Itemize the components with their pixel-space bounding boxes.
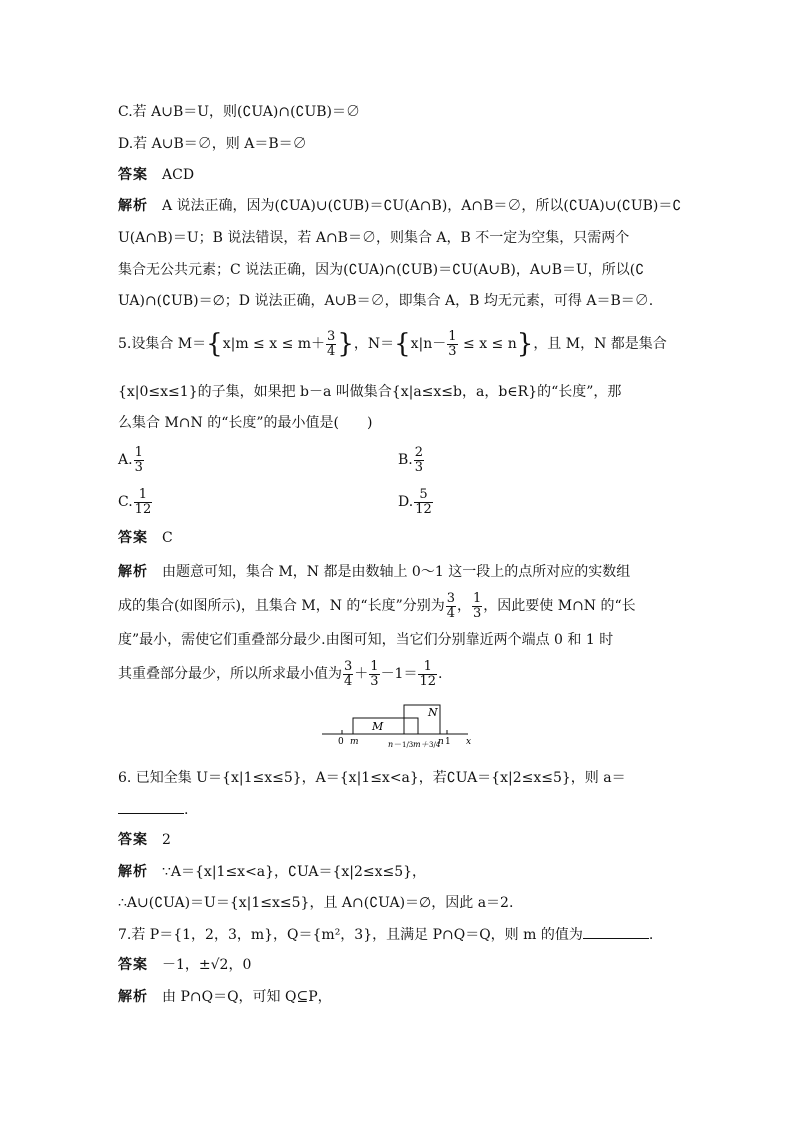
q5-option-a: A. $\frac{1}{3}$ [118, 444, 143, 475]
q5-stem-text: 5.设集合 M＝ [118, 336, 207, 352]
q7-stem: 7.若 P＝{1，2，3，m}，Q＝{m²，3}，且满足 P∩Q＝Q，则 m 的值为 . [118, 924, 653, 945]
answer-label: 答案 [118, 957, 148, 973]
q6-stem-line-2: . [118, 799, 188, 820]
analysis-text: 由 P∩Q＝Q，可知 Q⊆P， [162, 989, 332, 1005]
q5-analysis-line-3: 度”最小，需使它们重叠部分最少.由图可知，当它们分别靠近两个端点 0 和 1 时 [118, 632, 614, 648]
answer-label: 答案 [118, 530, 148, 546]
q4-answer-line [118, 165, 194, 185]
q6-stem-line-1: 6. 已知全集 U＝{x|1≤x≤5}，A＝{x|1≤x<a}，若∁UA＝{x|2≤x≤5}，则 a＝ [118, 770, 626, 786]
axis-label-x: x [466, 737, 472, 747]
tick-label-m: m [350, 737, 359, 747]
analysis-text: ∵A＝{x|1≤x<a}，∁UA＝{x|2≤x≤5}， [162, 864, 427, 880]
q4-analysis-line-3: 集合无公共元素；C 说法正确，因为(∁UA)∩(∁UB)＝∁U(A∪B)，A∪B＝U，所以(∁ [118, 262, 645, 278]
answer-value: ACD [162, 167, 195, 183]
analysis-label: 解析 [118, 198, 148, 214]
brace-right: } [337, 329, 354, 359]
tick-label-n-minus: n－ [388, 740, 402, 749]
answer-value: C [162, 530, 173, 546]
q5-set-n: x|n－ [410, 336, 447, 352]
q5-set-n-rest: ≤ x ≤ n [458, 336, 517, 352]
number-line-figure [320, 700, 480, 750]
analysis-label: 解析 [118, 989, 148, 1005]
set-m-box [353, 718, 418, 734]
q6-analysis-line-2: ∴A∪(∁UA)＝U＝{x|1≤x≤5}，且 A∩(∁UA)＝∅，因此 a＝2. [118, 895, 514, 911]
tick-label-one-third: 1/3 [402, 741, 414, 749]
answer-value: 2 [162, 832, 171, 848]
tick-label-m-plus: m＋ [413, 740, 429, 749]
q5-stem-line-2: {x|0≤x≤1}的子集，如果把 b－a 叫做集合{x|a≤x≤b，a，b∈R}的“长度”，那 [118, 384, 622, 400]
q5-answer-line [118, 528, 173, 548]
q4-analysis-line-4: UA)∩(∁UB)＝∅；D 说法正确，A∪B＝∅，即集合 A，B 均无元素，可得 A＝B＝∅. [118, 293, 654, 309]
label-n: N [428, 706, 438, 719]
answer-label: 答案 [118, 167, 148, 183]
analysis-text: A 说法正确，因为(∁UA)∪(∁UB)＝∁U(A∩B)，A∩B＝∅，所以(∁UA)∪(∁UB)＝∁ [162, 198, 682, 214]
analysis-label: 解析 [118, 564, 148, 580]
label-m: M [372, 720, 384, 733]
q5-stem-text: ，且 M，N 都是集合 [533, 336, 667, 352]
q5-option-c: C. $\frac{1}{12}$ [118, 486, 152, 517]
q5-option-b: B. $\frac{2}{3}$ [398, 444, 424, 475]
q4-option-c: C.若 A∪B＝U，则(∁UA)∩(∁UB)＝∅ [118, 104, 360, 120]
brace-left: { [394, 329, 411, 359]
answer-value: －1，±√2，0 [162, 957, 252, 973]
tick-label-n: n [438, 737, 444, 747]
q7-analysis-line-1 [118, 987, 332, 1007]
q5-option-d: D. $\frac{5}{12}$ [398, 486, 432, 517]
q5-stem-text: ，N＝ [353, 336, 395, 352]
fraction-one-third: $\frac{1}{3}$ [448, 328, 457, 359]
q5-set-m: x|m ≤ x ≤ m＋ [222, 336, 326, 352]
analysis-label: 解析 [118, 864, 148, 880]
answer-label: 答案 [118, 832, 148, 848]
analysis-text: 由题意可知，集合 M，N 都是由数轴上 0～1 这一段上的点所对应的实数组 [162, 564, 631, 580]
fraction-three-fourths: $\frac{3}{4}$ [327, 328, 336, 359]
q5-analysis-line-4: 其重叠部分最少，所以所求最小值为 $\frac{3}{4}$ ＋ $\frac{1}{3}$ －1＝ $\frac{1}{12}$ . [118, 658, 443, 689]
q5-stem-line-1 [118, 326, 667, 362]
brace-right: } [516, 329, 534, 359]
q5-analysis-line-2: 成的集合(如图所示)，且集合 M，N 的“长度”分别为 $\frac{3}{4}$ ， $\frac{1}{3}$ ，因此要使 M∩N 的“长 [118, 590, 636, 621]
q6-analysis-line-1 [118, 862, 426, 882]
tick-label-three-fourths: 3/4 [429, 741, 441, 749]
answer-blank[interactable] [583, 924, 649, 939]
q6-answer-line [118, 830, 171, 850]
brace-left: { [206, 329, 223, 359]
tick-label-1: 1 [445, 737, 451, 747]
q4-analysis-line-1 [118, 196, 681, 216]
tick-label-0: 0 [338, 737, 344, 747]
q5-stem-line-3: 么集合 M∩N 的“长度”的最小值是( ) [118, 415, 373, 431]
q7-answer-line [118, 955, 251, 975]
q5-analysis-line-1 [118, 562, 630, 582]
q4-analysis-line-2: U(A∩B)＝U；B 说法错误，若 A∩B＝∅，则集合 A，B 不一定为空集，只需两个 [118, 230, 630, 246]
q4-option-d: D.若 A∪B＝∅，则 A＝B＝∅ [118, 136, 307, 152]
answer-blank[interactable] [118, 799, 184, 814]
